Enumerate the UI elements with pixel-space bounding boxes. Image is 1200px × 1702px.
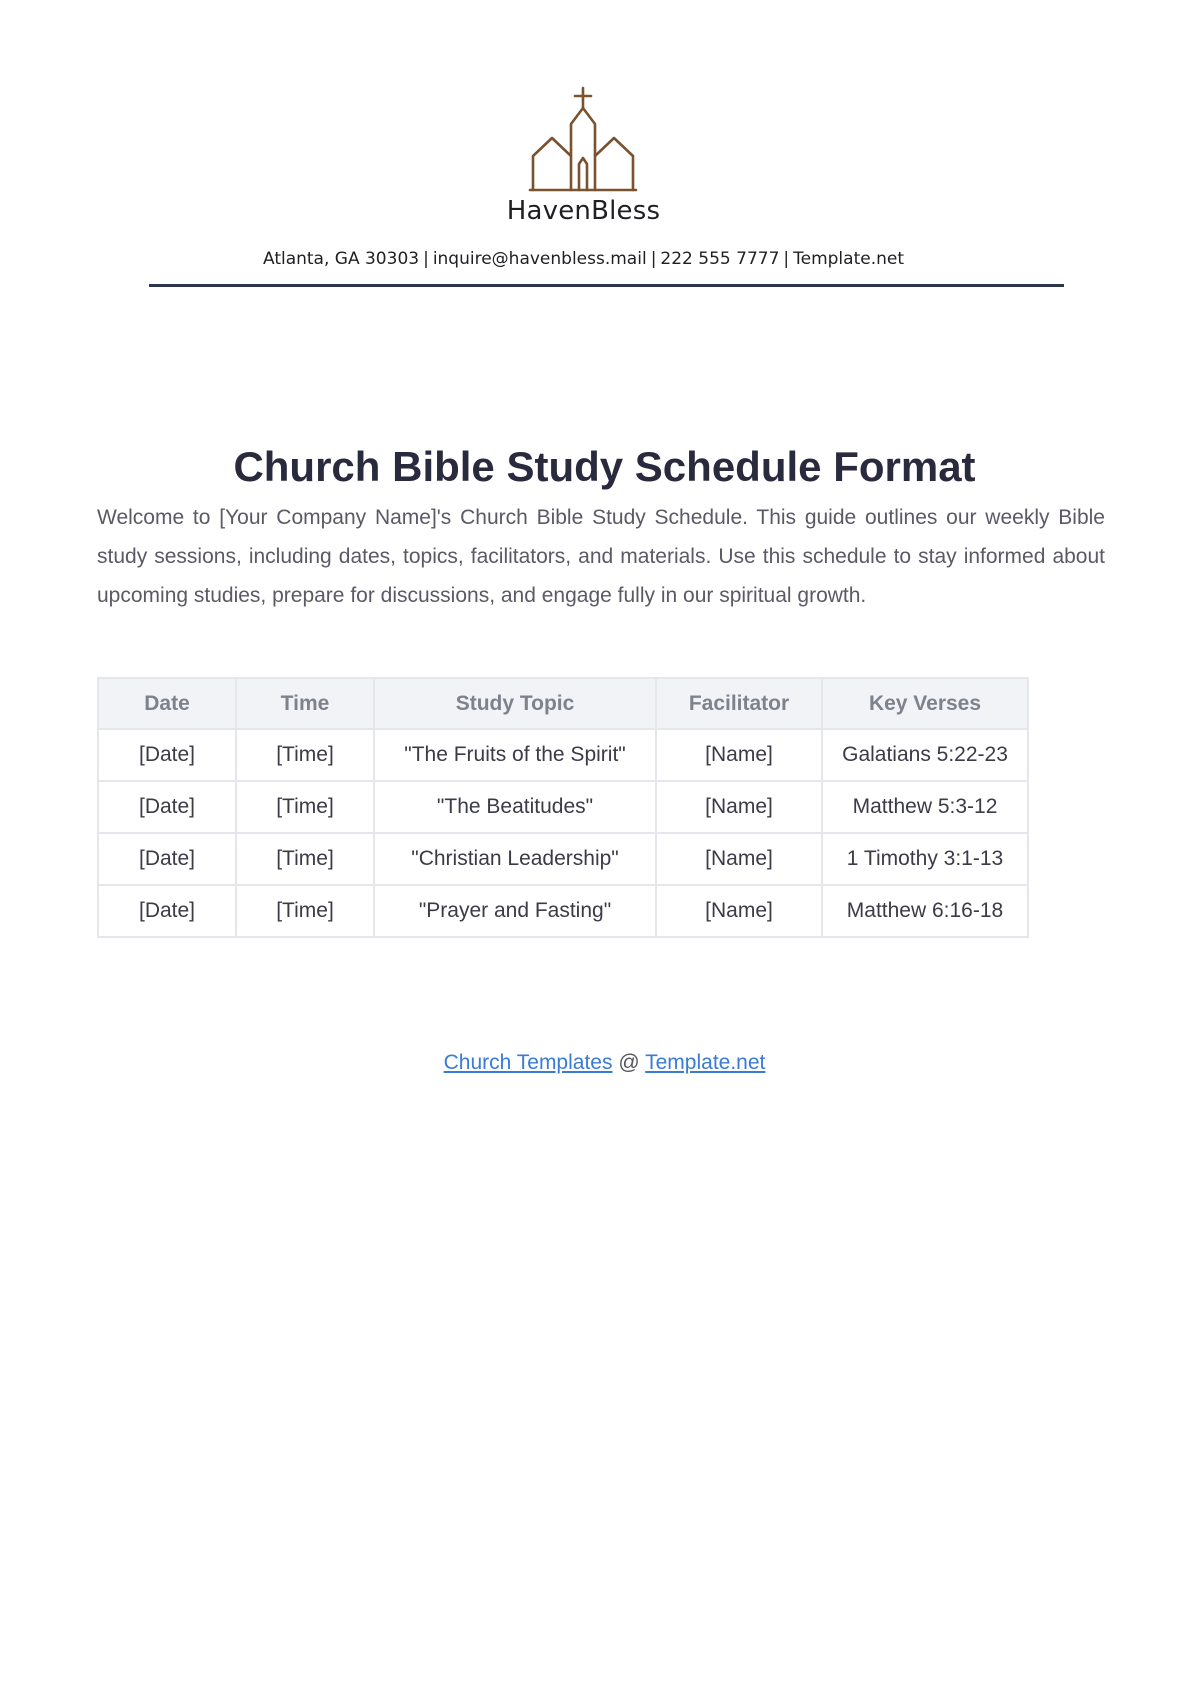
- cell-study-topic: "Prayer and Fasting": [374, 885, 656, 937]
- table-row: [98, 833, 1028, 885]
- cell-key-verses: Galatians 5:22-23: [822, 729, 1028, 781]
- cell-facilitator: [Name]: [656, 885, 822, 937]
- cell-date: [Date]: [98, 781, 236, 833]
- cell-date: [Date]: [98, 729, 236, 781]
- cell-study-topic: "Christian Leadership": [374, 833, 656, 885]
- cell-facilitator: [Name]: [656, 781, 822, 833]
- table-row: [98, 885, 1028, 937]
- column-header-key-verses: Key Verses: [822, 678, 1028, 729]
- cell-date: [Date]: [98, 833, 236, 885]
- cell-study-topic: "The Fruits of the Spirit": [374, 729, 656, 781]
- footer-separator: @: [618, 1051, 640, 1074]
- contact-email: inquire@havenbless.mail: [432, 249, 647, 269]
- contact-separator: |: [650, 249, 657, 269]
- contact-separator: |: [783, 249, 790, 269]
- column-header-date: Date: [98, 678, 236, 729]
- cell-key-verses: 1 Timothy 3:1-13: [822, 833, 1028, 885]
- contact-address: Atlanta, GA 30303: [262, 249, 420, 269]
- footer-credit: [0, 1051, 1200, 1075]
- cell-date: [Date]: [98, 885, 236, 937]
- column-header-study-topic: Study Topic: [374, 678, 656, 729]
- cell-facilitator: [Name]: [656, 729, 822, 781]
- cell-time: [Time]: [236, 833, 374, 885]
- contact-website: Template.net: [793, 249, 904, 269]
- contact-line: [0, 249, 1167, 269]
- page-title: Church Bible Study Schedule Format: [233, 443, 976, 490]
- cell-facilitator: [Name]: [656, 833, 822, 885]
- template-net-link[interactable]: Template.net: [645, 1051, 766, 1074]
- table-row: [98, 781, 1028, 833]
- cell-study-topic: "The Beatitudes": [374, 781, 656, 833]
- table-header-row: [98, 678, 1028, 729]
- cell-key-verses: Matthew 6:16-18: [822, 885, 1028, 937]
- intro-paragraph: Welcome to [Your Company Name]'s Church Bible Study Schedule. This guide outlines our weekly Bible study sessions, including dates, topics, facilitators, and materials. Use this schedule to stay informed about upcoming studies, prepare for discussions, and engage fully in our spiritual growth.: [97, 506, 1105, 607]
- column-header-time: Time: [236, 678, 374, 729]
- cell-time: [Time]: [236, 729, 374, 781]
- brand-name: HavenBless: [506, 196, 661, 226]
- column-header-facilitator: Facilitator: [656, 678, 822, 729]
- contact-phone: 222 555 7777: [660, 249, 780, 269]
- church-templates-link[interactable]: Church Templates: [443, 1051, 613, 1074]
- schedule-table: [97, 677, 1029, 938]
- table-row: [98, 729, 1028, 781]
- cell-time: [Time]: [236, 781, 374, 833]
- cell-time: [Time]: [236, 885, 374, 937]
- church-logo-icon: [524, 86, 642, 198]
- contact-separator: |: [423, 249, 429, 269]
- cell-key-verses: Matthew 5:3-12: [822, 781, 1028, 833]
- header-divider: [149, 284, 1064, 287]
